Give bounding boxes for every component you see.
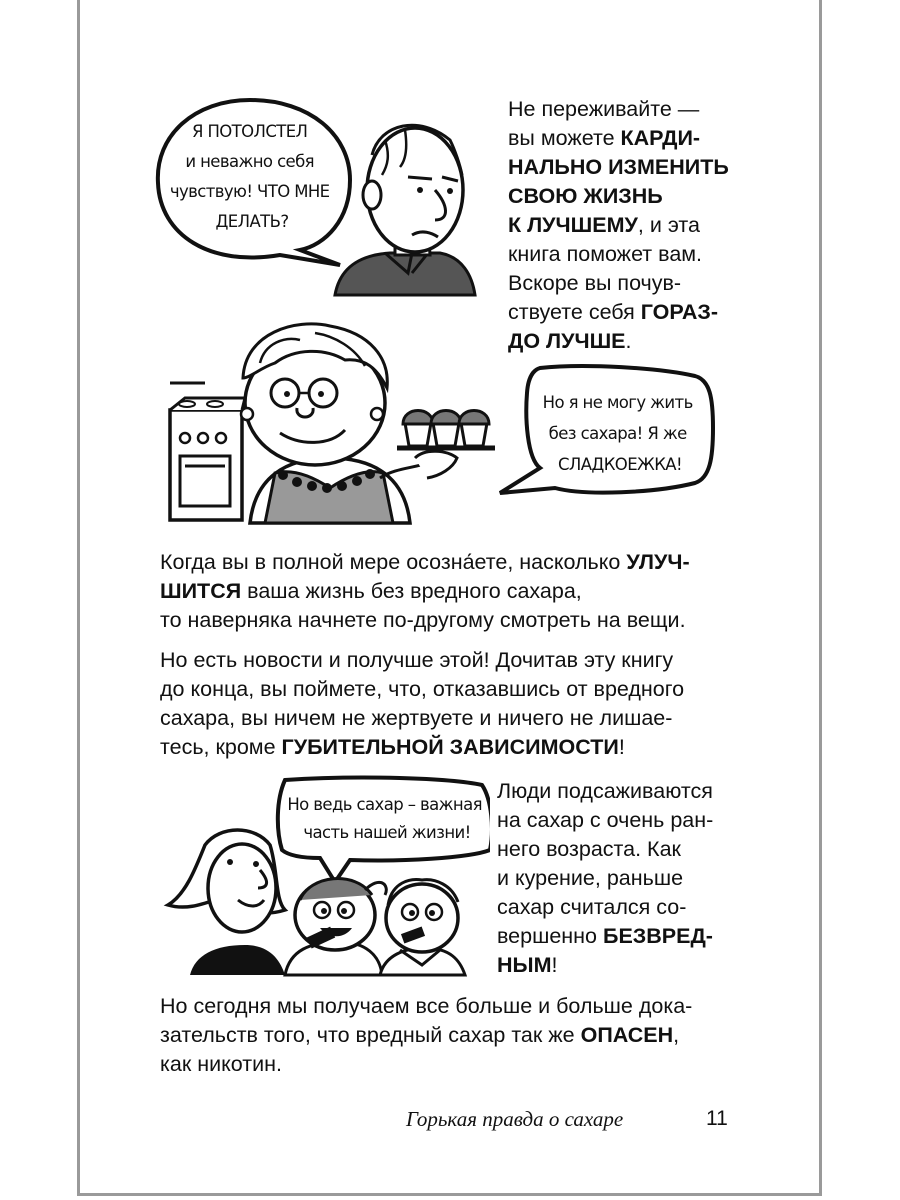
- woman-illustration: [165, 318, 720, 528]
- mother-bubble-text: Но ведь сахар – важная часть нашей жизни!: [287, 795, 482, 842]
- paragraph-improvement: Когда вы в полной мере осозна́ете, насколько УЛУЧ- ШИТСЯ ваша жизнь без вредного сахара, то наверняка начнете по-другому смотреть на вещи.: [160, 550, 690, 632]
- stove-drawing: [170, 383, 245, 520]
- man-illustration: [150, 95, 480, 300]
- paragraph-news: Но есть новости и получше этой! Дочитав эту книгу до конца, вы поймете, что, отказавшись от вредного сахара, вы ничем не жертвуете и ничего не лишае- тесь, кроме ГУБИТЕЛЬНОЙ ЗАВИСИМОСТИ!: [160, 648, 685, 759]
- man-body: [335, 253, 475, 295]
- paragraph-intro: Не переживайте — вы можете КАРДИ- НАЛЬНО ИЗМЕНИТЬ СВОЮ ЖИЗНЬ К ЛУЧШЕМУ, и эта книга поможет вам. Вскоре вы почув- ствуете себя ГОРАЗ- ДО ЛУЧШЕ.: [508, 97, 729, 353]
- page-number: 11: [706, 1107, 728, 1130]
- boy-head: [386, 884, 458, 952]
- woman-bubble-text: Но я не могу жить без сахара! Я же СЛАДКОЕЖКА!: [542, 393, 693, 474]
- paragraph-nicotine: Но сегодня мы получаем все больше и больше дока- зательств того, что вредный сахар так же ОПАСЕН, как никотин.: [160, 994, 693, 1076]
- mother-head: [208, 844, 276, 932]
- mother-body: [190, 945, 285, 975]
- paragraph-children: Люди подсаживаются на сахар с очень ран- него возраста. Как и курение, раньше сахар считался со- вершенно БЕЗВРЕД- НЫМ!: [497, 779, 714, 977]
- man-bubble-text: Я ПОТОЛСТЕЛ и неважно себя чувствую! ЧТО МНЕ ДЕЛАТЬ?: [169, 122, 330, 231]
- running-footer-title: Горькая правда о сахаре: [406, 1107, 624, 1131]
- cupcakes-drawing: [403, 411, 489, 447]
- family-illustration: [160, 770, 490, 980]
